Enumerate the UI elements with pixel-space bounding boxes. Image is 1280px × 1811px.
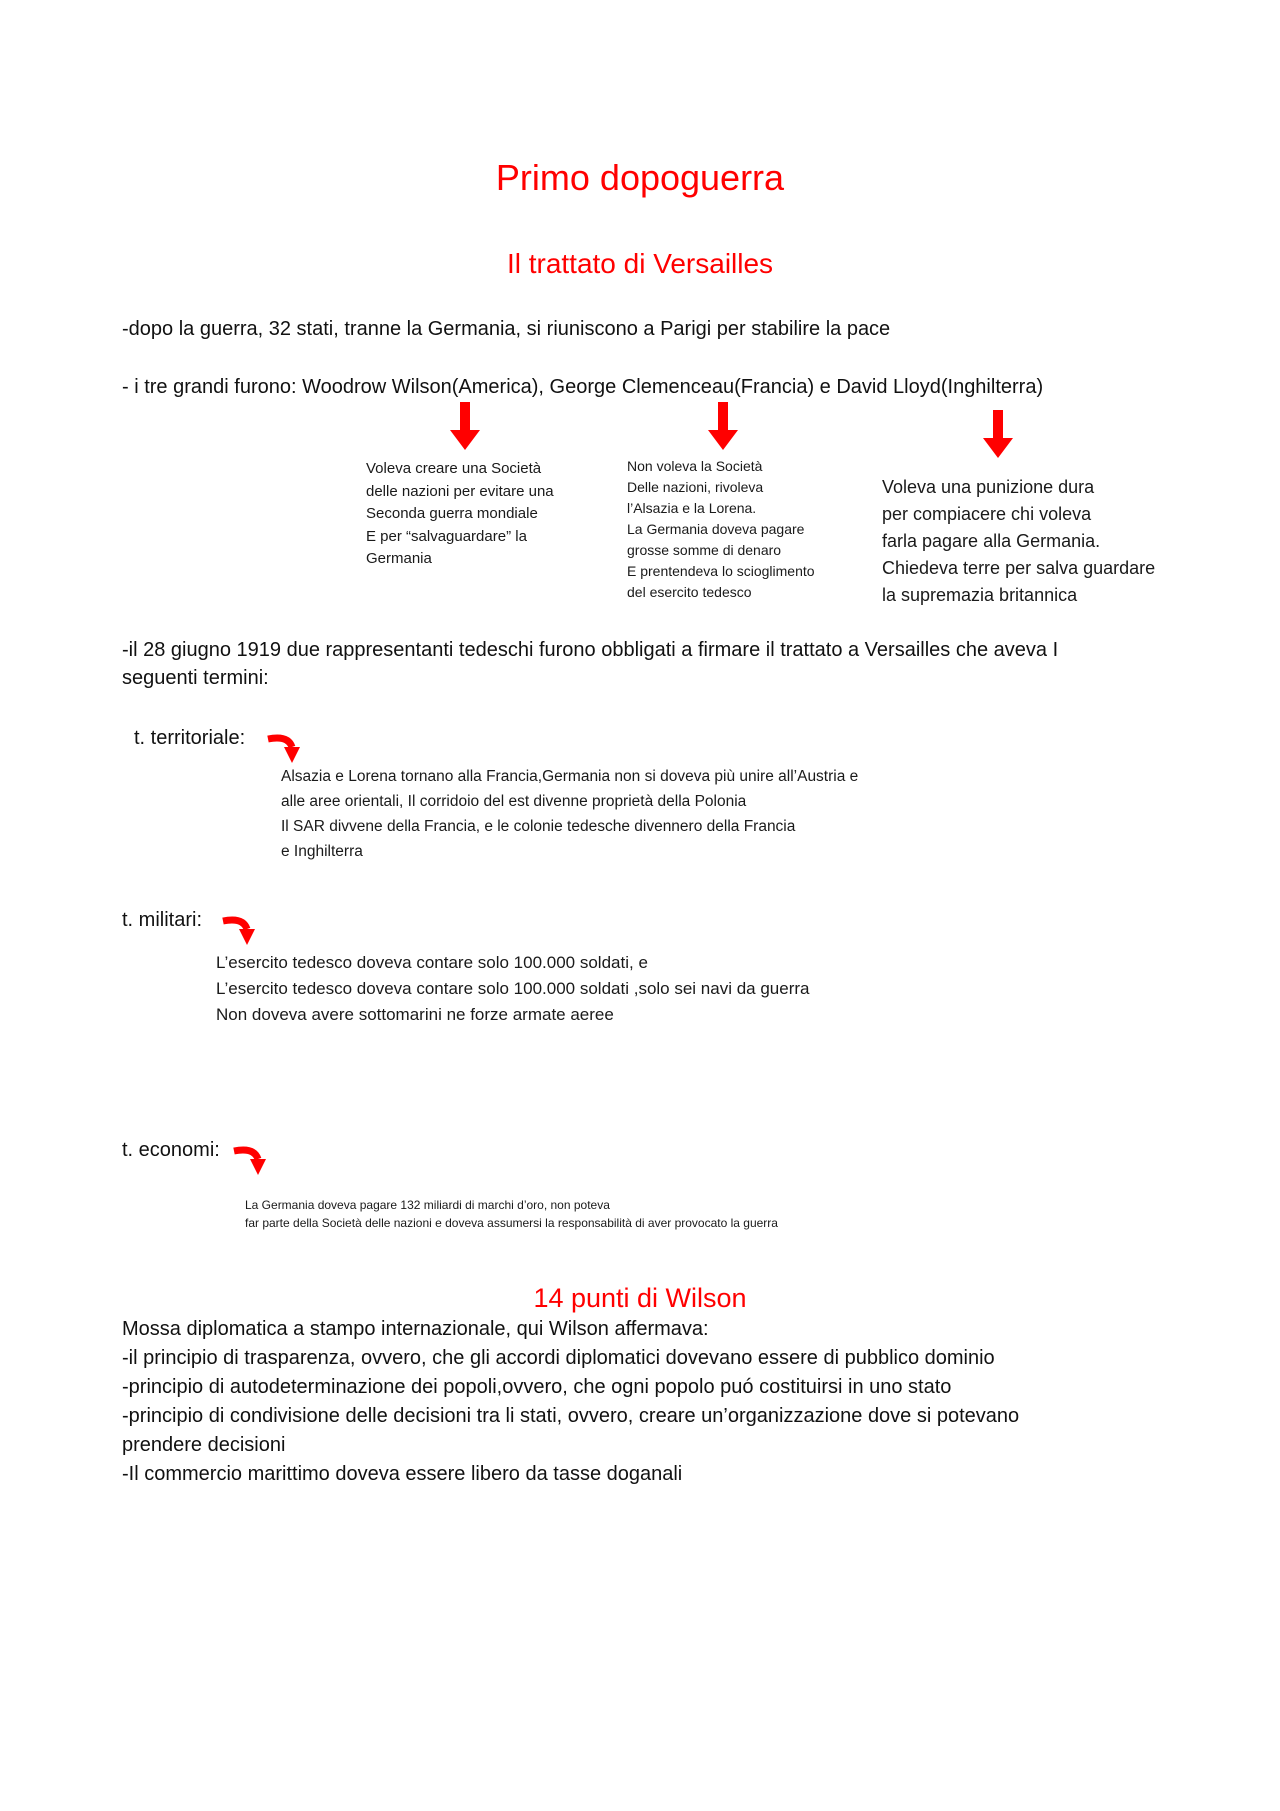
wilson-points-list: [122, 1315, 1019, 1489]
terms-territorial: Alsazia e Lorena tornano alla Francia,Germania non si doveva più unire all’Austria e alle aree orientali, Il corridoio del est divenne proprietà della Polonia Il SAR divvene della Francia, e le colonie tedesche divennero della Francia e Inghilterra: [281, 768, 859, 860]
list-item: -principio di condivisione delle decisioni tra li stati, ovvero, creare un’organizzazione dove si potevano: [122, 1405, 1020, 1427]
note-wilson: Voleva creare una Società delle nazioni per evitare una Seconda guerra mondiale E per “salvaguardare” la Germania: [366, 460, 554, 567]
list-item: prendere decisioni: [122, 1434, 286, 1456]
treaty-paragraph: -il 28 giugno 1919 due rappresentanti tedeschi furono obbligati a firmare il trattato a Versailles che aveva I seguenti termini:: [122, 639, 1059, 689]
list-item: -principio di autodeterminazione dei popoli,ovvero, che ogni popolo puó costituirsi in uno stato: [122, 1376, 952, 1398]
arrow-down-icon: [450, 402, 480, 452]
curved-arrow-icon: [232, 1145, 272, 1177]
list-item: Mossa diplomatica a stampo internazionale, qui Wilson affermava:: [122, 1318, 709, 1340]
page-title: Primo dopoguerra: [495, 157, 785, 198]
arrow-down-icon: [983, 410, 1013, 460]
list-item: -il principio di trasparenza, ovvero, che gli accordi diplomatici dovevano essere di pubblico dominio: [122, 1347, 995, 1369]
term-label-economic: t. economi:: [122, 1139, 220, 1161]
curved-arrow-icon: [266, 733, 306, 765]
terms-military: L’esercito tedesco doveva contare solo 100.000 soldati, e L’esercito tedesco doveva contare solo 100.000 soldati ,solo sei navi da guerra Non doveva avere sottomarini ne forze armate aeree: [216, 953, 810, 1024]
terms-economic: La Germania doveva pagare 132 miliardi di marchi d’oro, non poteva far parte della Società delle nazioni e doveva assumersi la responsabilità di aver provocato la guerra: [245, 1198, 778, 1230]
big-three-paragraph: - i tre grandi furono: Woodrow Wilson(America), George Clemenceau(Francia) e David Lloyd(Inghilterra): [122, 376, 1044, 398]
arrow-down-icon: [708, 402, 738, 452]
term-label-territorial: t. territoriale:: [134, 727, 246, 749]
note-lloyd: Voleva una punizione dura per compiacere chi voleva farla pagare alla Germania. Chiedeva terre per salva guardare la supremazia britannica: [882, 477, 1156, 605]
term-label-military: t. militari:: [122, 909, 202, 931]
section-title-wilson-points: 14 punti di Wilson: [533, 1283, 747, 1313]
intro-paragraph: -dopo la guerra, 32 stati, tranne la Germania, si riuniscono a Parigi per stabilire la pace: [122, 318, 891, 340]
section-title-versailles: Il trattato di Versailles: [506, 248, 774, 279]
note-clemenceau: Non voleva la Società Delle nazioni, rivoleva l’Alsazia e la Lorena. La Germania doveva pagare grosse somme di denaro E prentendeva lo scioglimento del esercito tedesco: [627, 458, 815, 600]
curved-arrow-icon: [221, 915, 261, 947]
list-item: -Il commercio marittimo doveva essere libero da tasse doganali: [122, 1463, 683, 1485]
